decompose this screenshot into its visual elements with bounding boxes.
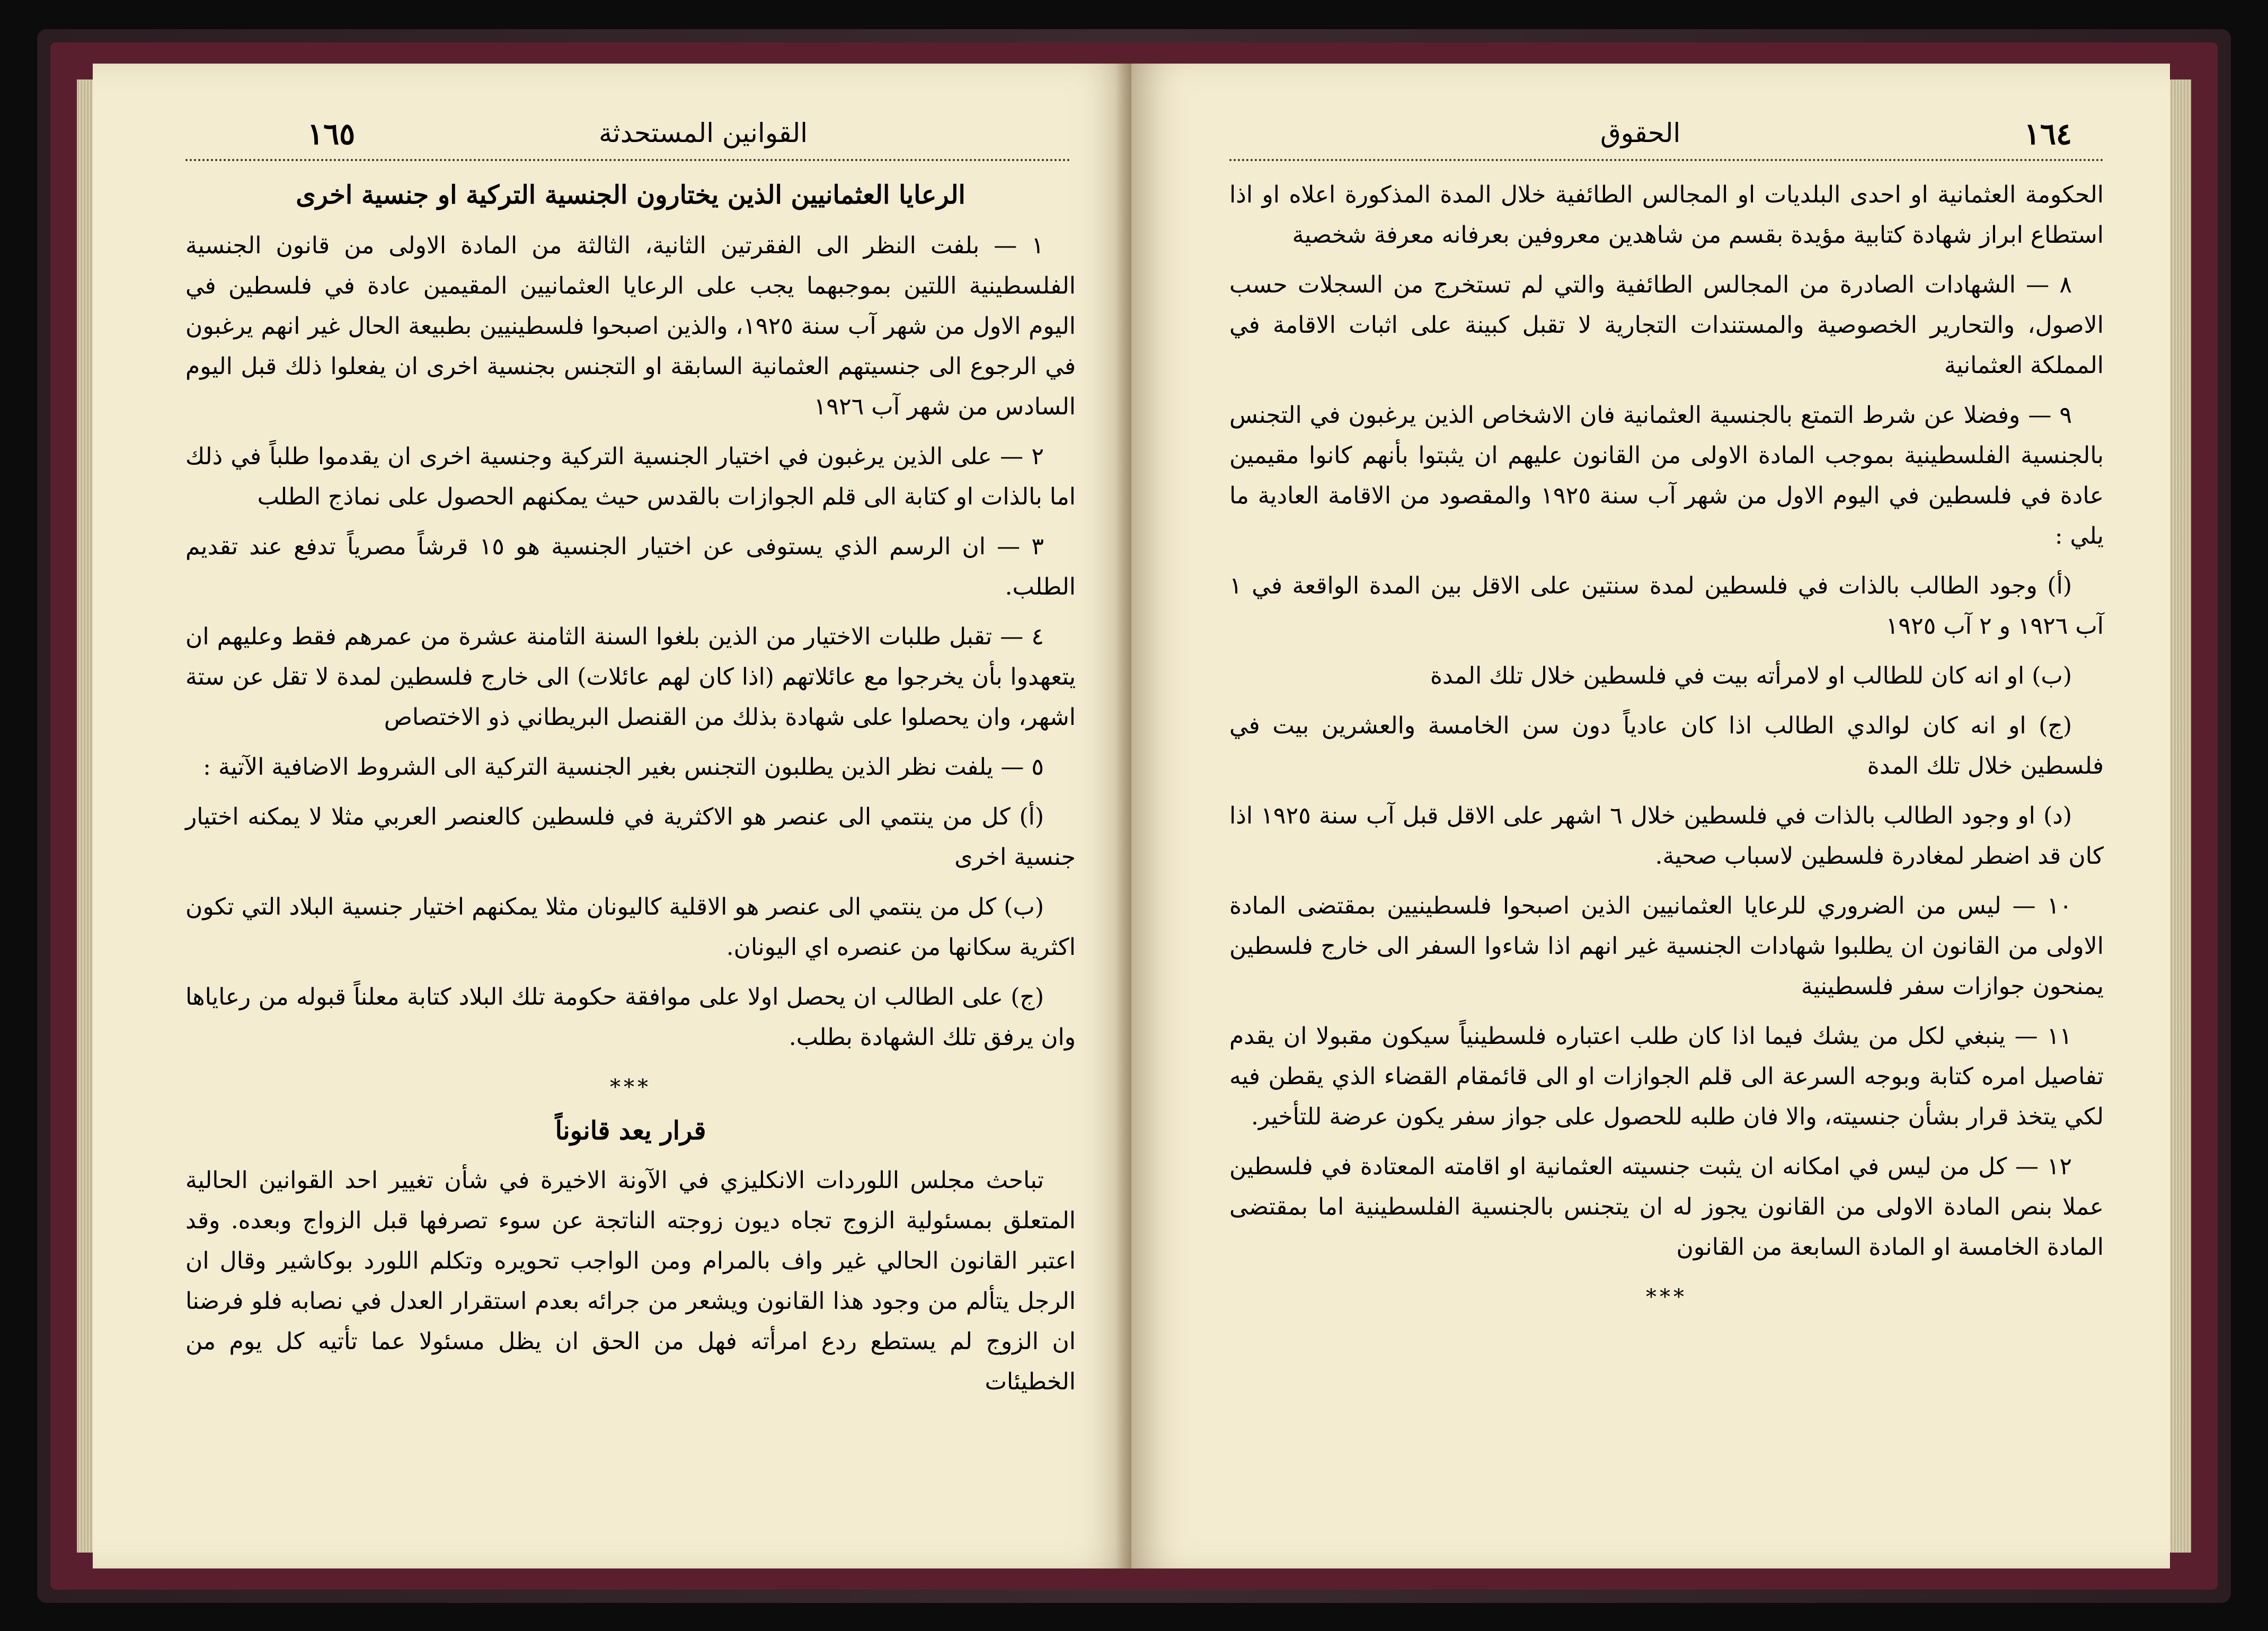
- running-title: الحقوق: [1600, 118, 1681, 148]
- separator: ***: [1646, 1285, 1687, 1309]
- paragraph: (أ) وجود الطالب بالذات في فلسطين لمدة سنتين على الاقل بين المدة الواقعة في ١ آب ١٩٢٦ و ٢ آب ١٩٢٥: [1229, 572, 2104, 640]
- paragraph: (ب) او انه كان للطالب او لامرأته بيت في فلسطين خلال تلك المدة: [1430, 662, 2072, 689]
- paragraph: ٨ — الشهادات الصادرة من المجالس الطائفية والتي لم تستخرج من السجلات حسب الاصول، والتحارير الخصوصية والمستندات التجارية لا تقبل كبينة على اثبات الاقامة في المملكة العثمانية: [1229, 271, 2104, 379]
- running-title: القوانين المستحدثة: [599, 118, 808, 148]
- paragraph: ٥ — يلفت نظر الذين يطلبون التجنس بغير الجنسية التركية الى الشروط الاضافية الآتية :: [203, 754, 1044, 781]
- right-page-body: [1229, 175, 2104, 1320]
- paragraph: الحكومة العثمانية او احدى البلديات او المجالس الطائفية خلال المدة المذكورة اعلاه او اذا استطاع ابراز شهادة كتابية مؤيدة بقسم من شاهدين معروفين بعرفانه معرفة شخصية: [1229, 181, 2104, 249]
- left-page-header: [185, 106, 1070, 161]
- paragraph: (ج) على الطالب ان يحصل اولا على موافقة حكومة تلك البلاد كتابة معلناً قبوله من رعاياها وان يرفق تلك الشهادة بطلب.: [185, 983, 1076, 1051]
- paragraph: ٤ — تقبل طلبات الاختيار من الذين بلغوا السنة الثامنة عشرة من عمرهم فقط وعليهم ان يتعهدوا بأن يخرجوا مع عائلاتهم (اذا كان لهم عائلات) الى خارج فلسطين لمدة لا تقل عن ستة اشهر، وان يحصلوا على شهادة بذلك من القنصل البريطاني ذو الاختصاص: [185, 623, 1076, 731]
- paragraph: ١٠ — ليس من الضروري للرعايا العثمانيين الذين اصبحوا فلسطينيين بمقتضى المادة الاولى من القانون ان يطلبوا شهادات الجنسية غير انهم اذا شاءوا السفر الى خارج فلسطين يمنحون جوازات سفر فلسطينية: [1229, 892, 2104, 1000]
- page-edges-right: [2170, 79, 2191, 1553]
- right-page-header: [1229, 106, 2104, 161]
- paragraph: ١٢ — كل من ليس في امكانه ان يثبت جنسيته العثمانية او اقامته المعتادة في فلسطين عملا بنص المادة الاولى من القانون يجوز له ان يتجنس بالجنسية الفلسطينية اما بمقتضى المادة الخامسة او المادة السابعة من القانون: [1229, 1153, 2104, 1261]
- paragraph: (ج) او انه كان لوالدي الطالب اذا كان عادياً دون سن الخامسة والعشرين بيت في فلسطين خلال تلك المدة: [1229, 712, 2104, 779]
- paragraph: ٢ — على الذين يرغبون في اختيار الجنسية التركية وجنسية اخرى ان يقدموا طلباً في ذلك اما بالذات او كتابة الى قلم الجوازات بالقدس حيث يمكنهم الحصول على نماذج الطلب: [185, 443, 1076, 510]
- paragraph: تباحث مجلس اللوردات الانكليزي في الآونة الاخيرة في شأن تغيير احد القوانين الحالية المتعلق بمسئولية الزوج تجاه ديون زوجته الناتجة عن سوء تصرفها قبل الزواج وبعده. وقد اعتبر القانون الحالي غير واف بالمرام ومن الواجب تحويره وتكلم اللورد بوكاشير وقال ان الرجل يتألم من وجود هذا القانون ويشعر من جرائه بعدم استقرار العدل في نصابه فلو فرضنا ان الزوج لم يستطع ردع امرأته فهل من الحق ان يظل مسئولا عما تأتيه كل يوم من الخطيئات: [185, 1167, 1076, 1395]
- paragraph: ٣ — ان الرسم الذي يستوفى عن اختيار الجنسية هو ١٥ قرشاً مصرياً تدفع عند تقديم الطلب.: [185, 533, 1076, 600]
- paragraph: (أ) كل من ينتمي الى عنصر هو الاكثرية في فلسطين كالعنصر العربي مثلا لا يمكنه اختيار جنسية اخرى: [185, 803, 1076, 871]
- subheading: قرار يعد قانوناً: [555, 1116, 706, 1146]
- paragraph: (ب) كل من ينتمي الى عنصر هو الاقلية كاليونان مثلا يمكنهم اختيار جنسية البلاد التي تكون اكثرية سكانها من عنصره اي اليونان.: [185, 893, 1076, 961]
- page-number: ١٦٥: [307, 117, 356, 152]
- paragraph: ١١ — ينبغي لكل من يشك فيما اذا كان طلب اعتباره فلسطينياً سيكون مقبولا ان يقدم تفاصيل امره كتابة وبوجه السرعة الى قلم الجوازات او الى قائمقام القضاء الذي يقطن فيه لكي يتخذ قرار بشأن جنسيته، والا فان طلبه للحصول على جواز سفر يكون عرضة للتأخير.: [1229, 1023, 2104, 1130]
- page-number: ١٦٤: [2024, 117, 2072, 152]
- left-page-body: [185, 175, 1076, 1412]
- paragraph: ١ — بلفت النظر الى الفقرتين الثانية، الثالثة من المادة الاولى من قانون الجنسية الفلسطينية اللتين بموجبهما يجب على الرعايا العثمانيين المقيمين عادة في فلسطين في اليوم الاول من شهر آب سنة ١٩٢٥، والذين اصبحوا فلسطينيين بطبيعة الحال غير انهم يرغبون في الرجوع الى جنسيتهم العثمانية السابقة او التجنس بجنسية اخرى ان يفعلوا ذلك قبل اليوم السادس من شهر آب ١٩٢٦: [185, 232, 1076, 420]
- separator: ***: [610, 1075, 651, 1100]
- section-heading: الرعايا العثمانيين الذين يختارون الجنسية التركية او جنسية اخرى: [296, 180, 965, 210]
- paragraph: ٩ — وفضلا عن شرط التمتع بالجنسية العثمانية فان الاشخاص الذين يرغبون في التجنس بالجنسية الفلسطينية بموجب المادة الاولى من القانون عليهم ان يثبتوا بأنهم كانوا مقيمين عادة في فلسطين في اليوم الاول من شهر آب سنة ١٩٢٥ والمقصود من الاقامة العادية ما يلي :: [1229, 402, 2104, 549]
- paragraph: (د) او وجود الطالب بالذات في فلسطين خلال ٦ اشهر على الاقل قبل آب سنة ١٩٢٥ اذا كان قد اضطر لمغادرة فلسطين لاسباب صحية.: [1229, 802, 2104, 870]
